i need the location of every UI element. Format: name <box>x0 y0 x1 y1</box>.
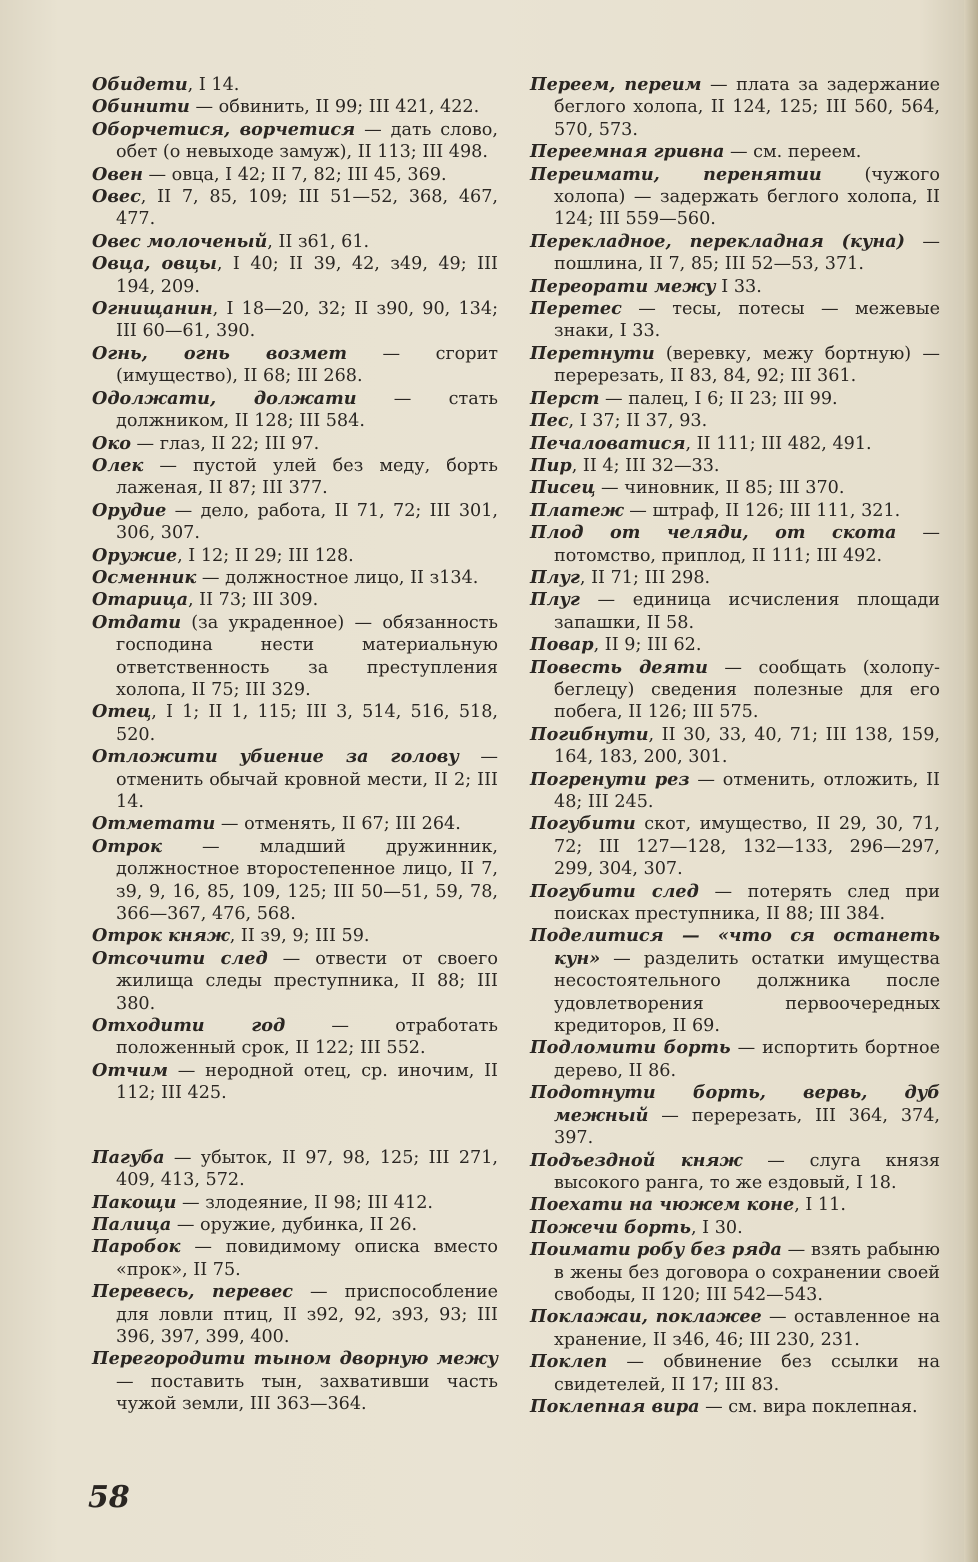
entry-headword: Обидети <box>92 74 188 95</box>
entry-text: — палец, I 6; II 23; III 99. <box>599 388 838 409</box>
index-entry <box>530 657 940 724</box>
entry-text: — дело, работа, II 71, 72; III 301, 306, 307. <box>116 500 498 544</box>
entry-text: — испортить бортное дерево, II 86. <box>554 1038 940 1081</box>
entry-headword: Отарица <box>92 589 188 611</box>
index-entry <box>530 74 940 141</box>
entry-text: , I 40; II 39, 42, з49, 49; III 194, 209. <box>116 254 498 297</box>
index-entry <box>92 298 498 343</box>
left-column <box>92 74 498 1416</box>
entry-headword: Подъездной княж <box>530 1149 743 1171</box>
index-entry <box>530 433 940 455</box>
index-entry <box>530 1396 940 1418</box>
index-entry <box>530 1194 940 1216</box>
entry-text: (за украденное) — обязанность господина нести материальную ответственность за преступления холопа, II 75; III 329. <box>116 612 498 700</box>
entry-text: , I 30. <box>690 1217 743 1238</box>
index-entry <box>92 343 498 388</box>
entry-headword: Огнь, огнь возмет <box>92 342 347 364</box>
index-entry <box>92 1147 498 1192</box>
entry-text: — стать должником, II 128; III 584. <box>116 388 499 432</box>
index-entry <box>92 500 498 545</box>
index-entry <box>92 1214 498 1236</box>
index-entry <box>530 388 940 410</box>
index-entry <box>530 1306 940 1351</box>
index-entry <box>92 589 498 611</box>
entry-text: — отменить, отложить, II 48; III 245. <box>554 769 940 812</box>
entry-text: — пошлина, II 7, 85; III 52—53, 371. <box>554 231 940 275</box>
entry-text: , II 73; III 309. <box>187 590 319 611</box>
entry-headword: Отходити год <box>92 1015 286 1037</box>
index-entry <box>530 925 940 1037</box>
entry-text: — обвинение без ссылки на свидетелей, II 17; III 83. <box>554 1352 940 1395</box>
entry-headword: Платеж <box>530 499 624 521</box>
index-entry <box>92 836 498 926</box>
entry-headword: Отметати <box>92 813 216 835</box>
entry-headword: Погубити <box>530 813 636 835</box>
index-entry <box>530 500 940 522</box>
entry-text: — дать слово, обет (о невыходе замуж), II 113; III 498. <box>116 119 498 163</box>
index-entry <box>530 343 940 388</box>
entry-headword: Погренути рез <box>530 768 690 790</box>
index-entry <box>530 1082 940 1149</box>
index-entry <box>92 186 498 231</box>
index-entry <box>92 253 498 298</box>
entry-text: I 33. <box>715 276 762 297</box>
entry-text: , I 1; II 1, 115; III 3, 514, 516, 518, 520. <box>116 702 498 745</box>
entry-text: — слуга князя высокого ранга, то же ездовый, I 18. <box>554 1150 940 1193</box>
index-entry <box>92 813 498 835</box>
entry-headword: Пожечи борть <box>530 1216 691 1238</box>
page-edge <box>964 0 978 1562</box>
entry-headword: Перст <box>530 387 600 409</box>
entry-headword: Овен <box>92 163 143 185</box>
index-entry <box>92 388 498 433</box>
entry-text: — чиновник, II 85; III 370. <box>595 478 845 499</box>
index-entry <box>530 477 940 499</box>
entry-headword: Поклеп <box>530 1351 608 1373</box>
entry-text: , II 71; III 298. <box>579 567 711 588</box>
entry-headword: Поехати на чюжем коне <box>530 1194 795 1216</box>
entry-text: — оружие, дубинка, II 26. <box>171 1214 418 1235</box>
entry-headword: Поклажаи, поклажее <box>530 1306 762 1328</box>
index-entry <box>530 276 940 298</box>
entry-headword: Пес <box>530 410 569 432</box>
index-entry <box>92 164 498 186</box>
entry-text: , II 30, 33, 40, 71; III 138, 159, 164, 183, 200, 301. <box>554 724 940 768</box>
index-entry <box>530 141 940 163</box>
entry-headword: Поделитися — «что ся останеть кун» <box>530 925 940 969</box>
index-entry <box>530 567 940 589</box>
entry-headword: Олек <box>92 454 144 476</box>
entry-text: — неродной отец, ср. иночим, II 112; III 425. <box>116 1060 498 1104</box>
entry-text: — отменять, II 67; III 264. <box>215 814 461 835</box>
page-number: 58 <box>88 1480 130 1515</box>
entry-text: — глаз, II 22; III 97. <box>130 433 320 454</box>
index-entry <box>92 119 498 164</box>
index-entry <box>92 455 498 500</box>
entry-text: — приспособление для ловли птиц, II з92, 92, з93, 93; III 396, 397, 399, 400. <box>116 1282 498 1347</box>
entry-headword: Перетнути <box>530 342 655 364</box>
entry-text: — пустой улей без меду, борть лаженая, II 87; III 377. <box>116 455 498 499</box>
entry-headword: Плод от челяди, от скота <box>530 522 897 544</box>
entry-headword: Обинити <box>92 96 190 118</box>
index-entry <box>92 433 498 455</box>
index-entry <box>530 881 940 926</box>
entry-headword: Овес <box>92 186 141 208</box>
entry-text: — повидимому описка вместо «прок», II 75. <box>116 1237 498 1280</box>
entry-text: , I 37; II 37, 93. <box>568 411 708 432</box>
entry-headword: Плуг <box>530 566 580 588</box>
entry-headword: Подотнути борть, вервь, дуб межный <box>530 1082 940 1126</box>
index-entry <box>530 634 940 656</box>
entry-headword: Овца, овцы <box>92 253 217 275</box>
index-entry <box>92 1348 498 1415</box>
entry-text: — тесы, потесы — межевые знаки, I 33. <box>554 299 940 342</box>
index-entry <box>530 769 940 814</box>
index-entry <box>92 925 498 947</box>
entry-headword: Плуг <box>530 589 580 611</box>
entry-headword: Поклепная вира <box>530 1395 700 1417</box>
entry-text: — плата за задержание беглого холопа, II 124, 125; III 560, 564, 570, 573. <box>554 75 941 140</box>
entry-text: — отменить обычай кровной мести, II 2; III 14. <box>116 747 499 812</box>
entry-text: — обвинить, II 99; III 421, 422. <box>189 97 480 118</box>
entry-text: , II з9, 9; III 59. <box>229 926 370 947</box>
entry-headword: Переимати, перенятии <box>530 163 822 185</box>
entry-text: , I 14. <box>187 75 240 95</box>
entry-headword: Око <box>92 432 131 454</box>
entry-headword: Повар <box>530 634 594 656</box>
entry-headword: Подломити борть <box>530 1037 731 1059</box>
entry-headword: Оружие <box>92 544 178 566</box>
entry-headword: Отсочити след <box>92 947 268 969</box>
index-entry <box>92 231 498 253</box>
entry-headword: Перевесь, перевес <box>92 1281 293 1303</box>
entry-headword: Пакощи <box>92 1191 177 1213</box>
entry-text: , II 7, 85, 109; III 51—52, 368, 467, 477. <box>116 187 498 230</box>
entry-headword: Погибнути <box>530 723 649 745</box>
entry-text: — потерять след при поисках преступника, II 88; III 384. <box>554 881 940 925</box>
entry-headword: Погубити след <box>530 880 699 902</box>
index-entry <box>92 545 498 567</box>
entry-headword: Одолжати, должати <box>92 387 357 409</box>
entry-text: — разделить остатки имущества несостоятельного должника после удовлетворения первоочередных кредиторов, II 69. <box>554 948 940 1037</box>
entry-text: — отвести от своего жилища следы преступника, II 88; III 380. <box>116 948 498 1014</box>
index-entry <box>92 74 498 96</box>
entry-text: , I 18—20, 32; II з90, 90, 134; III 60—61, 390. <box>116 299 498 342</box>
entry-headword: Осменник <box>92 566 197 588</box>
entry-headword: Пагуба <box>92 1146 165 1168</box>
entry-headword: Повесть деяти <box>530 656 708 678</box>
entry-text: (чужого холопа) — задержать беглого холопа, II 124; III 559—560. <box>554 164 940 230</box>
index-entry <box>92 948 498 1015</box>
index-entry <box>530 1239 940 1306</box>
right-column <box>530 74 940 1418</box>
index-entry <box>530 1217 940 1239</box>
entry-text: — младший дружинник, должностное второстепенное лицо, II 7, з9, 9, 16, 85, 109, 125; III 50—51, 59, 78, 366—367, 476, 568. <box>116 836 498 925</box>
entry-text: — отработать положенный срок, II 122; III 552. <box>116 1016 498 1059</box>
index-entry <box>530 298 940 343</box>
entry-headword: Перетес <box>530 298 622 320</box>
index-entry <box>530 522 940 567</box>
section-gap <box>92 1105 498 1147</box>
entry-headword: Поимати робу без ряда <box>530 1239 782 1261</box>
entry-text: , II 9; III 62. <box>593 635 702 656</box>
entry-text: , I 12; II 29; III 128. <box>177 545 354 566</box>
index-entry <box>92 1060 498 1105</box>
index-entry <box>530 589 940 634</box>
index-entry <box>530 1351 940 1396</box>
entry-headword: Оборчетися, ворчетися <box>92 118 356 140</box>
index-entry <box>530 455 940 477</box>
entry-headword: Печаловатися <box>530 432 686 454</box>
index-entry <box>530 164 940 231</box>
index-entry <box>92 567 498 589</box>
index-entry <box>92 96 498 118</box>
entry-headword: Палица <box>92 1213 172 1235</box>
index-entry <box>530 813 940 880</box>
entry-text: — оставленное на хранение, II з46, 46; III 230, 231. <box>554 1307 940 1350</box>
entry-text: — перерезать, III 364, 374, 397. <box>554 1105 940 1149</box>
entry-text: скот, имущество, II 29, 30, 71, 72; III 127—128, 132—133, 296—297, 299, 304, 307. <box>554 814 940 880</box>
entry-headword: Переорати межу <box>530 275 716 297</box>
entry-text: , II з61, 61. <box>267 231 370 252</box>
entry-headword: Пир <box>530 454 572 476</box>
entry-text: — должностное лицо, II з134. <box>196 567 479 588</box>
entry-text: — потомство, приплод, II 111; III 492. <box>554 523 941 566</box>
entry-text: — сгорит (имущество), II 68; III 268. <box>116 343 498 387</box>
index-entry <box>92 1236 498 1281</box>
entry-text: — штраф, II 126; III 111, 321. <box>623 500 901 521</box>
entry-headword: Отложити убиение за голову <box>92 746 459 768</box>
index-entry <box>92 701 498 746</box>
entry-headword: Отрок <box>92 835 162 857</box>
entry-text: — см. переем. <box>724 142 862 163</box>
entry-headword: Овес молоченый <box>92 230 268 252</box>
index-entry <box>92 1015 498 1060</box>
index-entry <box>92 1281 498 1348</box>
entry-headword: Отрок княж <box>92 925 230 947</box>
entry-text: — злодеяние, II 98; III 412. <box>176 1192 433 1213</box>
entry-headword: Отчим <box>92 1059 169 1081</box>
index-entry <box>92 612 498 702</box>
entry-headword: Огнищанин <box>92 298 213 320</box>
entry-text: — убыток, II 97, 98, 125; III 271, 409, 413, 572. <box>116 1147 498 1191</box>
entry-text: (веревку, межу бортную) — перерезать, II 83, 84, 92; III 361. <box>554 343 940 387</box>
entry-headword: Паробок <box>92 1236 181 1258</box>
entry-text: — поставить тын, захвативши часть чужой земли, III 363—364. <box>116 1371 498 1415</box>
entry-headword: Отец <box>92 701 152 723</box>
entry-text: — см. вира поклепная. <box>699 1396 918 1417</box>
index-entry <box>92 746 498 813</box>
entry-text: — взять рабыню в жены без договора о сохранении своей свободы, II 120; III 542—543. <box>554 1240 940 1305</box>
entry-headword: Перекладное, перекладная (куна) <box>530 230 905 252</box>
index-entry <box>530 410 940 432</box>
entry-text: , I 11. <box>794 1195 846 1216</box>
entry-headword: Переем, переим <box>530 74 702 95</box>
entry-headword: Отдати <box>92 611 181 633</box>
index-entry <box>92 1192 498 1214</box>
entry-headword: Писец <box>530 477 596 499</box>
index-entry <box>530 1150 940 1195</box>
entry-text: , II 4; III 32—33. <box>571 455 720 476</box>
index-entry <box>530 724 940 769</box>
entry-headword: Переемная гривна <box>530 141 725 163</box>
entry-text: — единица исчисления площади запашки, II 58. <box>554 590 940 633</box>
entry-text: — сообщать (холопу-беглецу) сведения полезные для его побега, II 126; III 575. <box>554 657 940 723</box>
entry-headword: Орудие <box>92 499 167 521</box>
index-entry <box>530 1037 940 1082</box>
entry-headword: Перегородити тыном дворную межу <box>92 1348 498 1370</box>
entry-text: , II 111; III 482, 491. <box>685 433 872 454</box>
index-entry <box>530 231 940 276</box>
entry-text: — овца, I 42; II 7, 82; III 45, 369. <box>142 164 447 185</box>
